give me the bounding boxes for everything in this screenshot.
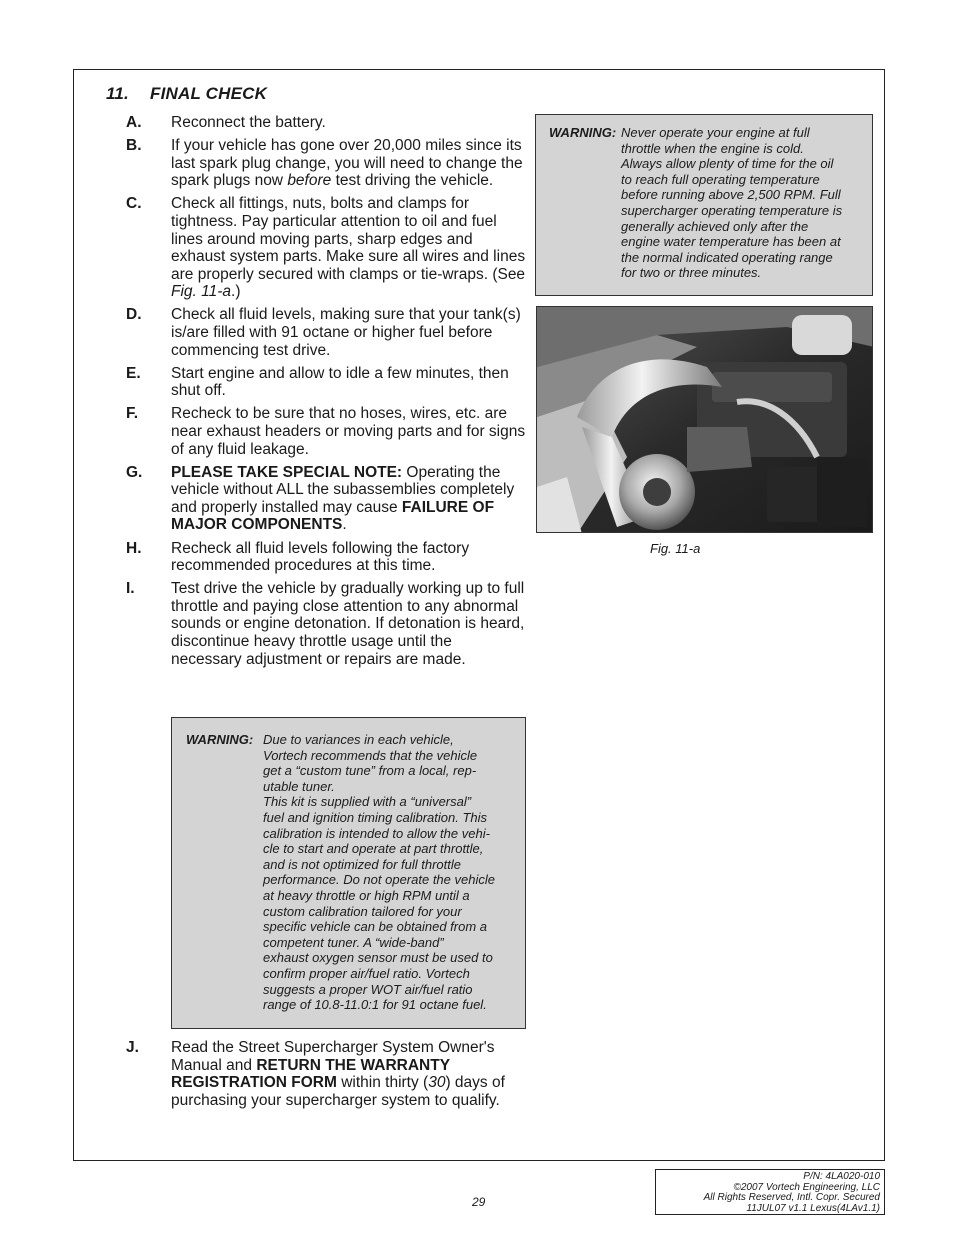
step-item: [126, 1039, 526, 1109]
step-text-segment: ) days of purchasing your supercharger system to qualify.: [171, 1074, 505, 1109]
figure-caption: Fig. 11-a: [650, 541, 701, 556]
step-text-segment: Recheck to be sure that no hoses, wires, etc. are near exhaust headers or moving parts and for signs of any fluid leakage.: [171, 405, 526, 458]
step-letter: A.: [126, 114, 142, 131]
warning-line: Never operate your engine at full: [621, 125, 810, 140]
step-text-segment: within thirty (: [336, 1074, 429, 1092]
warning-line: custom calibration tailored for your: [263, 903, 462, 919]
step-text-segment: 30: [428, 1074, 446, 1092]
warning-line: range of 10.8-11.0:1 for 91 octane fuel.: [263, 997, 487, 1013]
step-text: [171, 306, 526, 359]
section-heading: [106, 84, 267, 104]
warning-line: Due to variances in each vehicle,: [263, 732, 454, 747]
warning-line: to reach full operating temperature: [621, 171, 820, 187]
warning-line: exhaust oxygen sensor must be used to: [263, 950, 493, 966]
warning-text: [263, 732, 518, 1013]
page-number: 29: [472, 1195, 486, 1209]
step-letter: D.: [126, 306, 142, 324]
step-text: [171, 580, 526, 668]
step-text: [171, 464, 526, 534]
step-item: [126, 306, 526, 359]
footer-line: 11JUL07 v1.1 Lexus(4LAv1.1): [746, 1202, 880, 1214]
step-text-segment: Recheck all fluid levels following the factory recommended procedures at this time.: [171, 539, 470, 575]
step-item: [126, 405, 526, 458]
step-text-segment: RETURN THE WARRANTY REGISTRATION FORM: [171, 1056, 450, 1092]
step-letter: E.: [126, 364, 141, 382]
warning-label: WARNING:: [186, 732, 254, 747]
step-list-final: [126, 1039, 526, 1115]
step-letter: I.: [126, 580, 135, 598]
warning-line: the normal indicated operating range: [621, 249, 833, 265]
warning-box-cold-engine: [535, 114, 873, 296]
step-text: [171, 195, 526, 301]
warning-line: performance. Do not operate the vehicle: [263, 872, 495, 888]
step-letter: G.: [126, 463, 143, 481]
warning-line: engine water temperature has been at: [621, 234, 841, 250]
warning-line: calibration is intended to allow the vehi-: [263, 825, 490, 841]
warning-line: competent tuner. A “wide-band”: [263, 934, 444, 950]
step-item: [126, 365, 526, 400]
warning-line: and is not optimized for full throttle: [263, 856, 461, 872]
step-text: [171, 1039, 526, 1109]
step-text-segment: Reconnect the battery.: [171, 114, 326, 131]
step-text-segment: Fig. 11-a: [171, 283, 232, 301]
step-item: [126, 540, 526, 575]
warning-label: WARNING:: [549, 125, 617, 140]
warning-line: generally achieved only after the: [621, 218, 809, 234]
warning-line: for two or three minutes.: [621, 265, 762, 281]
warning-line: supercharger operating temperature is: [621, 202, 843, 218]
warning-line: before running above 2,500 RPM. Full: [621, 187, 841, 203]
step-text: [171, 540, 526, 575]
warning-box-custom-tune: [171, 717, 526, 1029]
step-text-segment: Read the Street Supercharger System Owner's Manual and: [171, 1039, 495, 1074]
document-info-box: [655, 1169, 885, 1215]
warning-line: at heavy throttle or high RPM until a: [263, 887, 470, 903]
step-item: [126, 195, 526, 301]
step-text: [171, 405, 526, 458]
warning-text: [621, 125, 866, 281]
step-text-segment: Operating the vehicle without ALL the subassemblies completely and properly installed may cause: [171, 463, 515, 516]
step-item: [126, 114, 526, 132]
step-item: [126, 137, 526, 190]
step-letter: C.: [126, 195, 142, 213]
warning-line: throttle when the engine is cold.: [621, 140, 804, 156]
section-title: FINAL CHECK: [150, 84, 268, 103]
warning-line: cle to start and operate at part throttle,: [263, 841, 484, 857]
step-text-segment: If your vehicle has gone over 20,000 miles since its last spark plug change, you will need to change the spark plugs now: [171, 137, 523, 190]
step-letter: H.: [126, 539, 142, 557]
warning-line: Always allow plenty of time for the oil: [621, 156, 834, 172]
step-text-segment: before: [287, 172, 332, 190]
step-text: [171, 137, 526, 190]
step-letter: B.: [126, 137, 142, 155]
section-number: 11.: [106, 84, 129, 103]
step-list: [126, 114, 526, 674]
step-text: [171, 365, 526, 400]
warning-line: confirm proper air/fuel ratio. Vortech: [263, 965, 470, 981]
warning-line: suggests a proper WOT air/fuel ratio: [263, 981, 473, 997]
warning-line: get a “custom tune” from a local, rep-: [263, 763, 477, 779]
step-text-segment: Test drive the vehicle by gradually working up to full throttle and paying close attention to any abnormal sounds or engine detonation. If detonation is heard, discontinue heavy throttle usage until the necessary adjustment or repairs are made.: [171, 580, 525, 668]
step-item: [126, 580, 526, 668]
step-text-segment: PLEASE TAKE SPECIAL NOTE:: [171, 463, 403, 481]
step-letter: F.: [126, 405, 139, 423]
warning-line: specific vehicle can be obtained from a: [263, 919, 488, 935]
warning-line: fuel and ignition timing calibration. This: [263, 809, 488, 825]
warning-line: This kit is supplied with a “universal”: [263, 794, 472, 810]
step-text-segment: test driving the vehicle.: [331, 172, 494, 190]
engine-bay-photo: [536, 306, 873, 533]
step-letter: J.: [126, 1039, 139, 1056]
step-text-segment: Start engine and allow to idle a few minutes, then shut off.: [171, 364, 509, 400]
engine-bay-image: [537, 307, 873, 533]
step-text: [171, 114, 526, 132]
footer-line: P/N: 4LA020-010: [803, 1171, 880, 1182]
step-item: [126, 464, 526, 534]
step-text-segment: Check all fittings, nuts, bolts and clamps for tightness. Pay particular attention to oil and fuel lines around moving parts, sharp edges and exhaust system parts. Make sure all wires and lines are properly secured with clamps or tie-wraps. (See: [171, 195, 526, 283]
footer-line: All Rights Reserved, Intl. Copr. Secured: [703, 1192, 880, 1204]
warning-line: utable tuner.: [263, 778, 335, 794]
step-text-segment: Check all fluid levels, making sure that your tank(s) is/are filled with 91 octane or higher fuel before commencing test drive.: [171, 306, 521, 359]
step-text-segment: .): [231, 283, 241, 301]
step-text-segment: .: [342, 516, 347, 534]
warning-line: Vortech recommends that the vehicle: [263, 747, 478, 763]
footer-line: ©2007 Vortech Engineering, LLC: [733, 1181, 880, 1193]
step-text-segment: FAILURE OF MAJOR COMPONENTS: [171, 498, 495, 534]
